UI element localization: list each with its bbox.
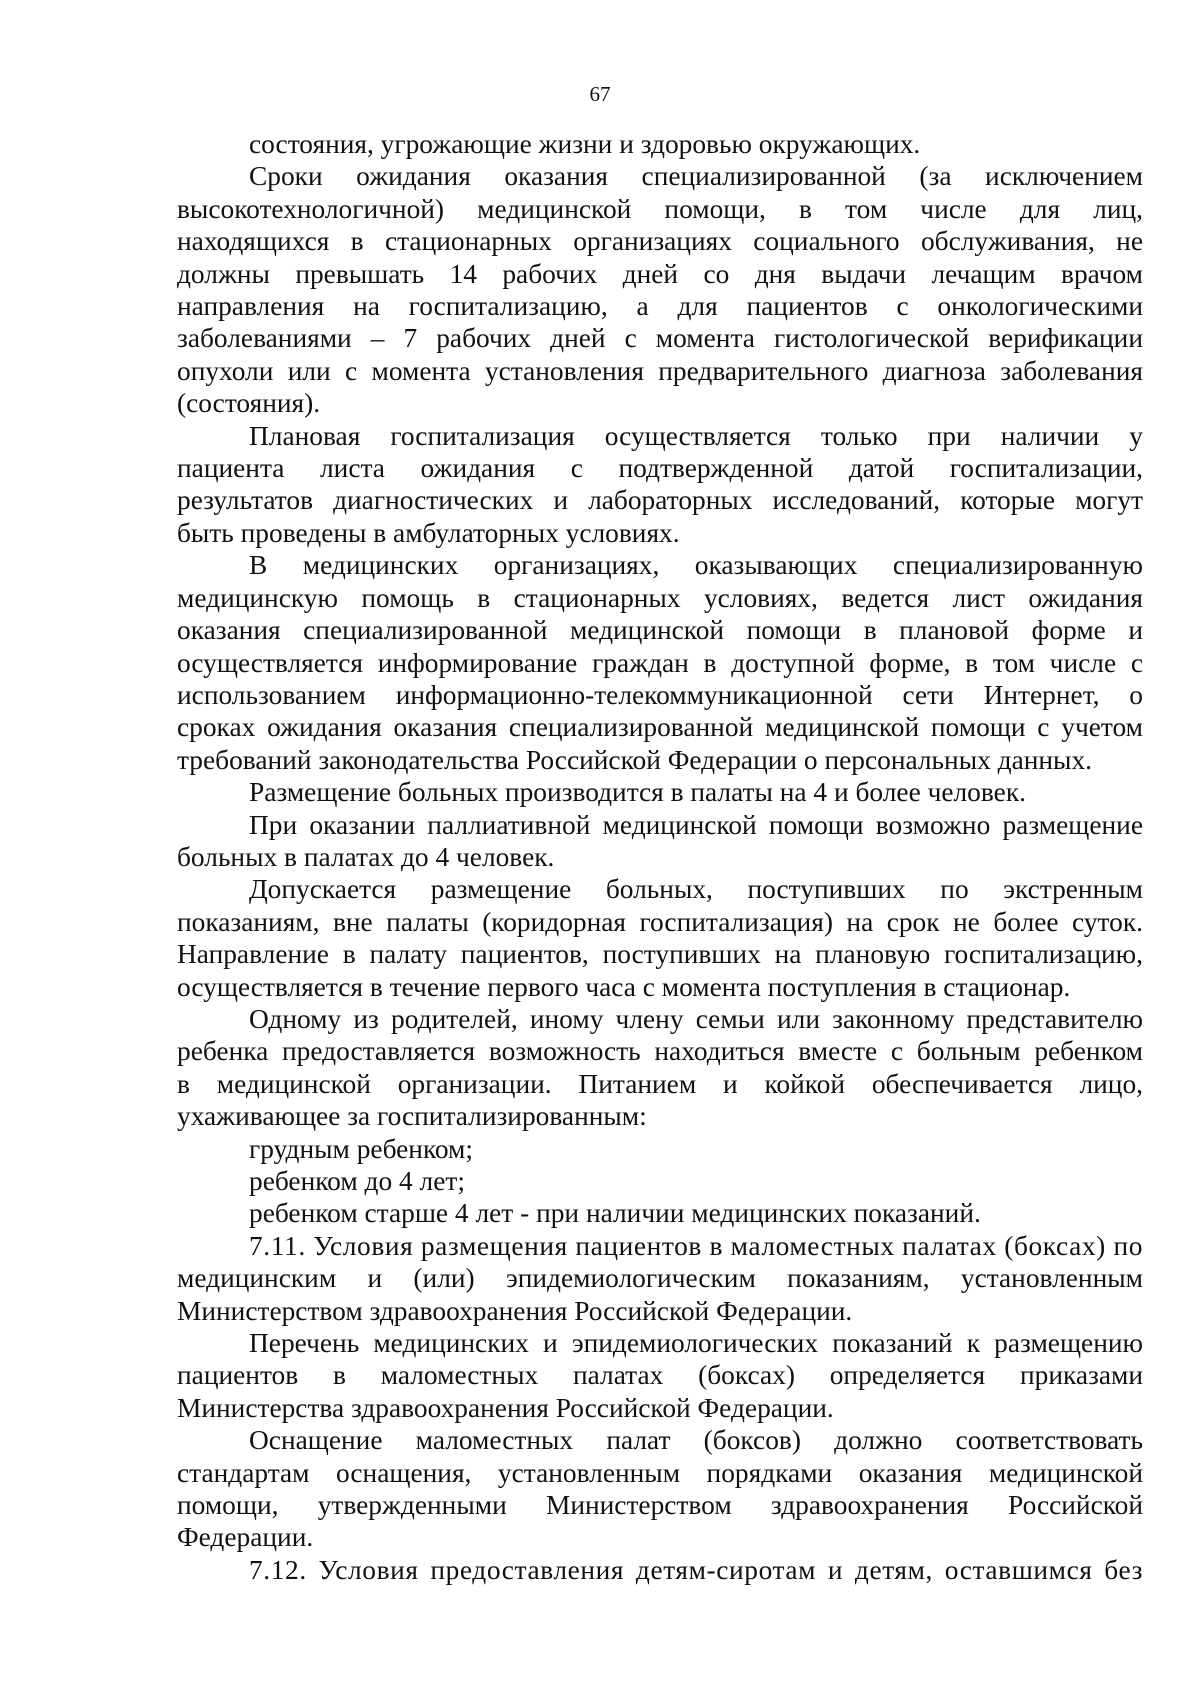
- text-line: медицинскую помощь в стационарных условиях, ведется лист ожидания: [177, 582, 1143, 613]
- text-line: медицинским и (или) эпидемиологическим показаниям, установленным: [177, 1263, 1143, 1294]
- text-line: заболеваниями – 7 рабочих дней с момента гистологической верификации: [177, 323, 1143, 354]
- text-line: Оснащение маломестных палат (боксов) должно соответствовать: [249, 1425, 1143, 1456]
- text-line: ребенка предоставляется возможность находиться вместе с больным ребенком: [177, 1036, 1143, 1067]
- text-line: ухаживающее за госпитализированным:: [177, 1101, 647, 1132]
- page-number: 67: [589, 82, 611, 106]
- text-line: Размещение больных производится в палаты на 4 и более человек.: [249, 777, 1026, 808]
- document-body: [177, 128, 1143, 1586]
- text-line: состояния, угрожающие жизни и здоровью окружающих.: [249, 129, 921, 159]
- text-line: высокотехнологичной) медицинской помощи, в том числе для лиц,: [177, 193, 1143, 224]
- text-line: Министерством здравоохранения Российской Федерации.: [177, 1295, 853, 1326]
- text-line: (состояния).: [177, 388, 321, 419]
- text-line: быть проведены в амбулаторных условиях.: [177, 517, 680, 548]
- text-line: осуществляется в течение первого часа с момента поступления в стационар.: [177, 971, 1071, 1002]
- text-line: помощи, утвержденными Министерством здравоохранения Российской: [177, 1490, 1143, 1521]
- text-line: сроках ожидания оказания специализированной медицинской помощи с учетом: [177, 712, 1143, 743]
- text-line: опухоли или с момента установления предварительного диагноза заболевания: [177, 355, 1143, 386]
- section-heading-line: 7.11. Условия размещения пациентов в маломестных палатах (боксах) по: [249, 1230, 1143, 1261]
- text-line: требований законодательства Российской Федерации о персональных данных.: [177, 744, 1092, 775]
- text-line: Плановая госпитализация осуществляется только при наличии у: [249, 420, 1143, 451]
- text-line: В медицинских организациях, оказывающих специализированную: [249, 550, 1143, 581]
- section-heading-line: 7.12. Условия предоставления детям-сиротам и детям, оставшимся без: [249, 1554, 1143, 1585]
- text-line: оказания специализированной медицинской помощи в плановой форме и: [177, 615, 1143, 646]
- text-line: Направление в палату пациентов, поступивших на плановую госпитализацию,: [177, 939, 1143, 970]
- text-line: Министерства здравоохранения Российской Федерации.: [177, 1392, 834, 1423]
- text-line: больных в палатах до 4 человек.: [177, 841, 555, 872]
- text-line: направления на госпитализацию, а для пациентов с онкологическими: [177, 291, 1143, 322]
- text-line: использованием информационно-телекоммуникационной сети Интернет, о: [177, 679, 1143, 710]
- text-line: результатов диагностических и лабораторных исследований, которые могут: [177, 485, 1143, 516]
- text-line: пациента листа ожидания с подтвержденной датой госпитализации,: [177, 453, 1143, 484]
- text-line: осуществляется информирование граждан в доступной форме, в том числе с: [177, 647, 1143, 678]
- text-line: находящихся в стационарных организациях социального обслуживания, не: [177, 226, 1143, 257]
- text-line: Перечень медицинских и эпидемиологических показаний к размещению: [249, 1328, 1143, 1359]
- text-line: пациентов в маломестных палатах (боксах) определяется приказами: [177, 1360, 1143, 1391]
- text-line: Одному из родителей, иному члену семьи или законному представителю: [249, 1003, 1143, 1034]
- text-line: грудным ребенком;: [249, 1133, 473, 1164]
- text-line: Федерации.: [177, 1522, 314, 1553]
- text-line: Сроки ожидания оказания специализированной (за исключением: [249, 161, 1143, 192]
- text-line: ребенком до 4 лет;: [249, 1166, 465, 1196]
- text-line: При оказании паллиативной медицинской помощи возможно размещение: [249, 809, 1143, 840]
- text-line: Допускается размещение больных, поступивших по экстренным: [249, 874, 1143, 905]
- text-line: должны превышать 14 рабочих дней со дня выдачи лечащим врачом: [177, 258, 1143, 289]
- text-line: ребенком старше 4 лет - при наличии медицинских показаний.: [249, 1198, 981, 1229]
- text-line: в медицинской организации. Питанием и койкой обеспечивается лицо,: [177, 1068, 1143, 1099]
- text-line: показаниям, вне палаты (коридорная госпитализация) на срок не более суток.: [177, 906, 1143, 937]
- text-line: стандартам оснащения, установленным порядками оказания медицинской: [177, 1457, 1143, 1488]
